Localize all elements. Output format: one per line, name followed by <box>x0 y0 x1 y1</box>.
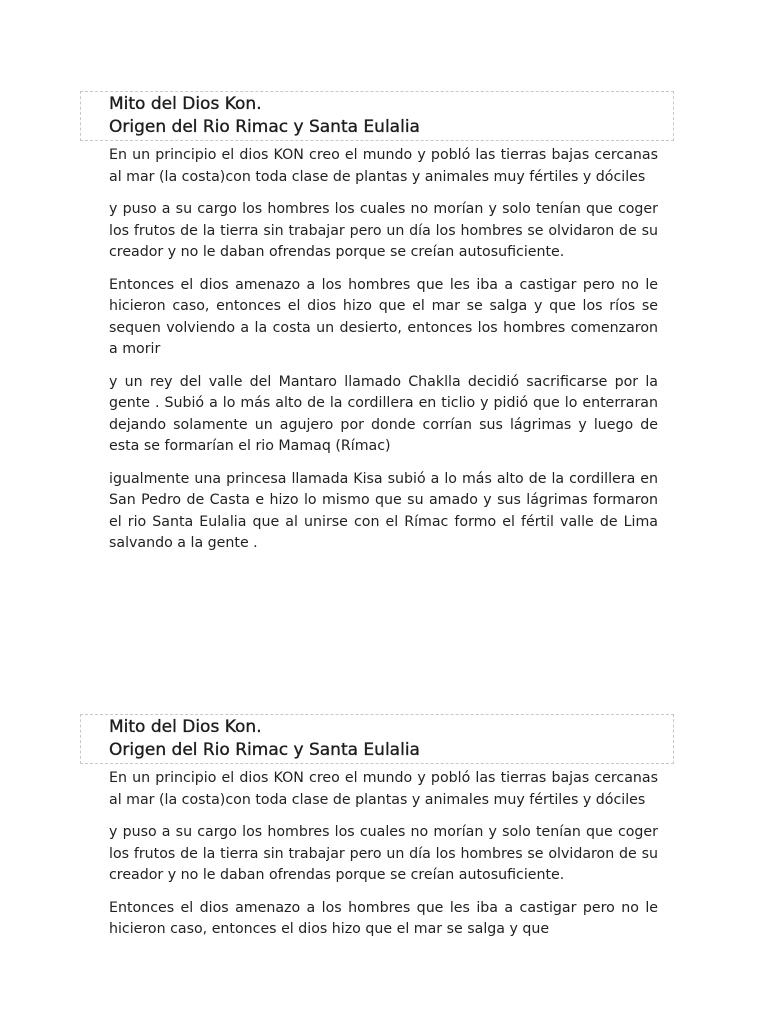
body-text <box>109 764 658 941</box>
document-title: Mito del Dios Kon. <box>109 94 262 114</box>
body-text <box>109 141 658 555</box>
document-section-1 <box>0 91 768 566</box>
paragraph: igualmente una princesa llamada Kisa subió a lo más alto de la cordillera en San Pedro de Casta e hizo lo mismo que su amado y sus lágrimas formaron el rio Santa Eulalia que al unirse con el Rímac formo el fértil valle de Lima salvando a la gente . <box>109 470 658 551</box>
paragraph: En un principio el dios KON creo el mundo y pobló las tierras bajas cercanas al mar (la costa)con toda clase de plantas y animales muy fértiles y dóciles <box>109 147 658 185</box>
paragraph: y puso a su cargo los hombres los cuales no morían y solo tenían que coger los frutos de la tierra sin trabajar pero un día los hombres se olvidaron de su creador y no le daban ofrendas porque se creían autosuficiente. <box>109 201 658 260</box>
title-box <box>80 714 674 764</box>
paragraph: Entonces el dios amenazo a los hombres que les iba a castigar pero no le hicieron caso, entonces el dios hizo que el mar se salga y que los ríos se sequen volviendo a la costa un desierto, entonces los hombres comenzaron a morir <box>109 276 658 357</box>
paragraph: y puso a su cargo los hombres los cuales no morían y solo tenían que coger los frutos de la tierra sin trabajar pero un día los hombres se olvidaron de su creador y no le daban ofrendas porque se creían autosuficiente. <box>109 824 658 883</box>
document-section-2 <box>0 714 768 952</box>
title-box <box>80 91 674 141</box>
paragraph: Entonces el dios amenazo a los hombres que les iba a castigar pero no le hicieron caso, entonces el dios hizo que el mar se salga y que <box>109 899 658 937</box>
document-title: Mito del Dios Kon. <box>109 717 262 737</box>
paragraph: En un principio el dios KON creo el mundo y pobló las tierras bajas cercanas al mar (la costa)con toda clase de plantas y animales muy fértiles y dóciles <box>109 770 658 808</box>
document-subtitle: Origen del Rio Rimac y Santa Eulalia <box>109 740 420 760</box>
paragraph: y un rey del valle del Mantaro llamado Chaklla decidió sacrificarse por la gente . Subió a lo más alto de la cordillera en ticlio y pidió que lo enterraran dejando solamente un agujero por donde corrían sus lágrimas y luego de esta se formarían el rio Mamaq (Rímac) <box>109 373 658 454</box>
document-subtitle: Origen del Rio Rimac y Santa Eulalia <box>109 117 420 137</box>
